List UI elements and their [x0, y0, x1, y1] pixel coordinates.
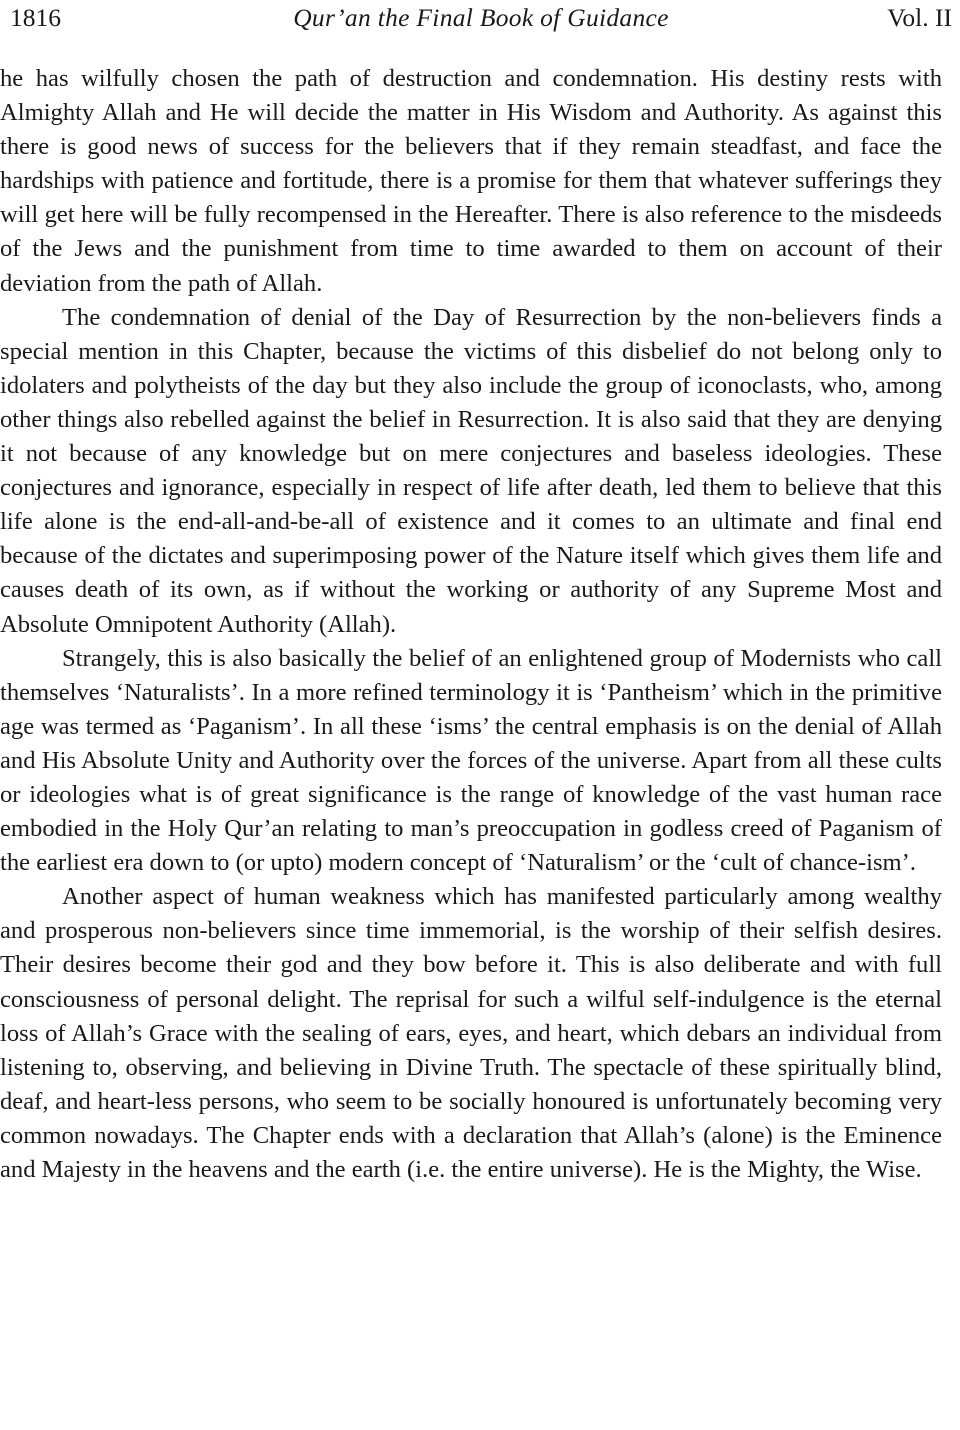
- paragraph-2: The condemnation of denial of the Day of Resurrection by the non-believers finds a special mention in this Chapter, because the victims of this disbelief do not belong only to idolaters and polytheists of the day but they also include the group of iconoclasts, who, among other things also rebelled against the belief in Resurrection. It is also said that they are denying it not because of any knowledge but on mere conjectures and baseless ideologies. These conjectures and ignorance, especially in respect of life after death, led them to believe that this life alone is the end-all-and-be-all of existence and it comes to an ultimate and final end because of the dictates and superimposing power of the Nature itself which gives them life and causes death of its own, as if without the working or authority of any Supreme Most and Absolute Omnipotent Authority (Allah).: [0, 303, 942, 638]
- body-text: [0, 62, 942, 1187]
- volume-label: Vol. II: [887, 3, 952, 32]
- book-title: Qur’an the Final Book of Guidance: [293, 3, 669, 32]
- paragraph-3: Strangely, this is also basically the belief of an enlightened group of Modernists who call themselves ‘Naturalists’. In a more refined terminology it is ‘Pantheism’ which in the primitive age was termed as ‘Paganism’. In all these ‘isms’ the central emphasis is on the denial of Allah and His Absolute Unity and Authority over the forces of the universe. Apart from all these cults or ideologies what is of great significance is the range of knowledge of the vast human race embodied in the Holy Qur’an relating to man’s preoccupation in godless creed of Paganism of the earliest era down to (or upto) modern concept of ‘Naturalism’ or the ‘cult of chance-ism’.: [0, 644, 942, 877]
- running-header: [10, 0, 952, 41]
- page-number: 1816: [10, 3, 61, 32]
- paragraph-1: he has wilfully chosen the path of destruction and condemnation. His destiny rests with Almighty Allah and He will decide the matter in His Wisdom and Authority. As against this there is good news of success for the believers that if they remain steadfast, and face the hardships with patience and fortitude, there is a promise for them that whatever sufferings they will get here will be fully recompensed in the Hereafter. There is also reference to the misdeeds of the Jews and the punishment from time to time awarded to them on account of their deviation from the path of Allah.: [0, 65, 942, 297]
- paragraph-4: Another aspect of human weakness which has manifested particularly among wealthy and prosperous non-believers since time immemorial, is the worship of their selfish desires. Their desires become their god and they bow before it. This is also deliberate and with full consciousness of personal delight. The reprisal for such a wilful self-indulgence is the eternal loss of Allah’s Grace with the sealing of ears, eyes, and heart, which debars an individual from listening to, observing, and believing in Divine Truth. The spectacle of these spiritually blind, deaf, and heart-less persons, who seem to be socially honoured is unfortunately becoming very common nowadays. The Chapter ends with a declaration that Allah’s (alone) is the Eminence and Majesty in the heavens and the earth (i.e. the entire universe). He is the Mighty, the Wise.: [0, 883, 942, 1183]
- book-page: [10, 0, 952, 41]
